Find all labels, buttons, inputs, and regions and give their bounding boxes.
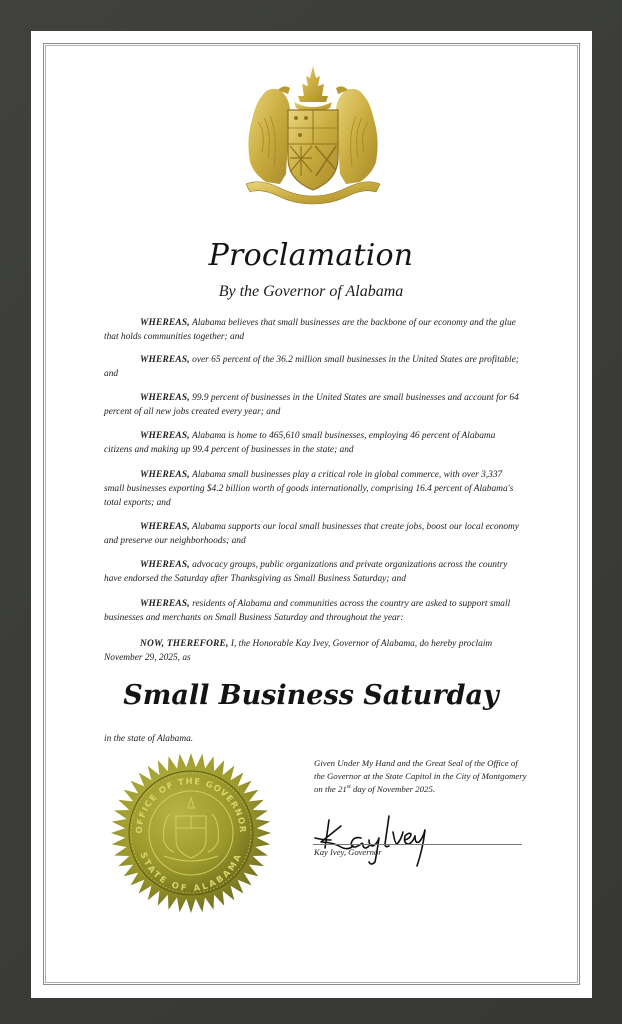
- paragraph-text: residents of Alabama and communities across the country are asked to support small businesses and merchants on Small Business Saturday and throughout the year:: [104, 599, 511, 623]
- paragraph-lead: WHEREAS,: [140, 393, 190, 403]
- paragraph-lead: NOW, THEREFORE,: [140, 639, 229, 649]
- paragraph-text: advocacy groups, public organizations and private organizations across the country have endorsed the Saturday after Thanksgiving as Small Business Saturday; and: [104, 560, 508, 584]
- proclamation-heading: Proclamation: [208, 238, 414, 273]
- governor-signature: [313, 812, 433, 868]
- seal-top-text: OFFICE OF THE GOVERNOR: [134, 776, 248, 834]
- attestation-text: Given Under My Hand and the Great Seal of the Office of the Governor at the State Capitol in the City of Montgomery on the 21st day of November 2025.: [314, 758, 527, 794]
- paragraph-lead: WHEREAS,: [140, 560, 190, 570]
- paragraph-text: Alabama believes that small businesses are the backbone of our economy and the glue that holds communities together; and: [104, 318, 516, 342]
- whereas-paragraph-3: [104, 391, 524, 419]
- whereas-paragraph-7: [104, 558, 524, 586]
- paragraph-text: over 65 percent of the 36.2 million small businesses in the United States are profitable; and: [104, 355, 519, 379]
- paragraph-lead: WHEREAS,: [140, 431, 190, 441]
- paragraph-text: Alabama supports our local small businesses that create jobs, boost our local economy and preserve our neighborhoods; and: [104, 522, 519, 546]
- paragraph-lead: WHEREAS,: [140, 522, 190, 532]
- whereas-paragraph-6: [104, 520, 524, 548]
- paragraph-lead: WHEREAS,: [140, 318, 190, 328]
- gold-governor-seal-icon: [110, 752, 272, 914]
- whereas-paragraph-8: [104, 597, 524, 625]
- paragraph-text: Alabama is home to 465,610 small businesses, employing 46 percent of Alabama citizens and making up 99.4 percent of businesses in the state; and: [104, 431, 496, 455]
- whereas-paragraph-5: [104, 468, 524, 510]
- signature-line: [313, 844, 522, 845]
- proclaimed-observance-title: Small Business Saturday: [123, 680, 499, 711]
- paragraph-text: I, the Honorable Kay Ivey, Governor of Alabama, do hereby proclaim November 29, 2025, as: [104, 639, 493, 663]
- paragraph-lead: WHEREAS,: [140, 355, 190, 365]
- whereas-paragraph-1: [104, 316, 524, 344]
- paragraph-text: 99.9 percent of businesses in the United States are small businesses and account for 64 percent of all new jobs created every year; and: [104, 393, 519, 417]
- now-therefore-paragraph: [104, 637, 524, 665]
- whereas-paragraph-4: [104, 429, 524, 457]
- seal-bottom-text: STATE OF ALABAMA: [137, 851, 245, 895]
- paragraph-text: Alabama small businesses play a critical role in global commerce, with over 3,337 small businesses exporting $4.2 billion worth of goods internationally, comprising 16.4 percent of Alabama's total exports; and: [104, 470, 514, 508]
- whereas-paragraph-2: [104, 353, 524, 381]
- state-line: in the state of Alabama.: [104, 734, 194, 744]
- proclamation-subheading: By the Governor of Alabama: [218, 283, 404, 300]
- paragraph-lead: WHEREAS,: [140, 599, 190, 609]
- paragraph-lead: WHEREAS,: [140, 470, 190, 480]
- signatory-printed-name: Kay Ivey, Governor: [314, 847, 382, 857]
- alabama-coat-of-arms-icon: [240, 62, 386, 210]
